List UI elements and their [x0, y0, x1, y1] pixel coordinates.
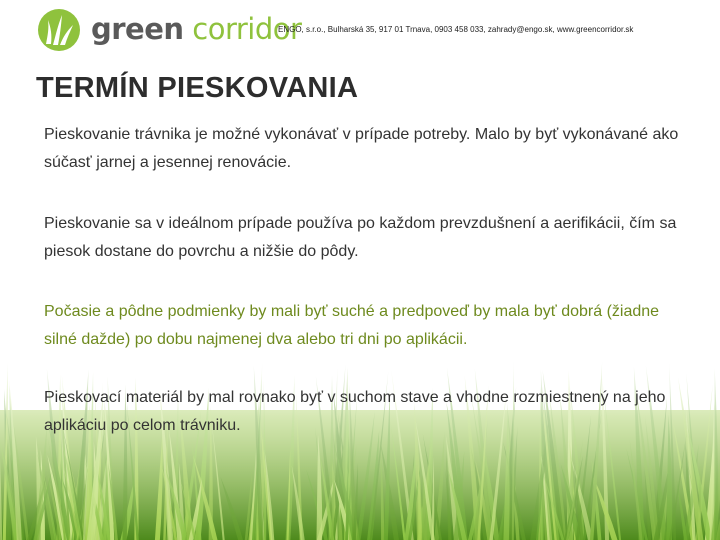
logo-wordmark: [91, 12, 301, 46]
grass-background: [0, 350, 720, 540]
page-title: TERMÍN PIESKOVANIA: [36, 72, 359, 104]
logo-word-green: green: [91, 12, 184, 46]
paragraph-2: Pieskovanie sa v ideálnom prípade používa po každom prevzdušnení a aerifikácii, čím sa piesok dostane do povrchu a nižšie do pôdy.: [44, 215, 677, 260]
logo-word-corridor: corridor: [192, 12, 302, 46]
green-corridor-logo: [37, 8, 302, 52]
company-contact-info: ENGO, s.r.o., Bulharská 35, 917 01 Trnava, 0903 458 033, zahrady@engo.sk, www.greencorridor.sk: [278, 25, 634, 34]
grass-circle-logo-icon: [37, 8, 81, 52]
paragraph-1: Pieskovanie trávnika je možné vykonávať v prípade potreby. Malo by byť vykonávané ako súčasť jarnej a jesennej renovácie.: [44, 126, 679, 171]
paragraph-3-highlighted: Počasie a pôdne podmienky by mali byť suché a predpoveď by mala byť dobrá (žiadne silné dažde) po dobu najmenej dva alebo tri dni po aplikácii.: [44, 303, 660, 348]
paragraph-4: Pieskovací materiál by mal rovnako byť v suchom stave a vhodne rozmiestnený na jeho aplikáciu po celom trávniku.: [44, 389, 666, 434]
